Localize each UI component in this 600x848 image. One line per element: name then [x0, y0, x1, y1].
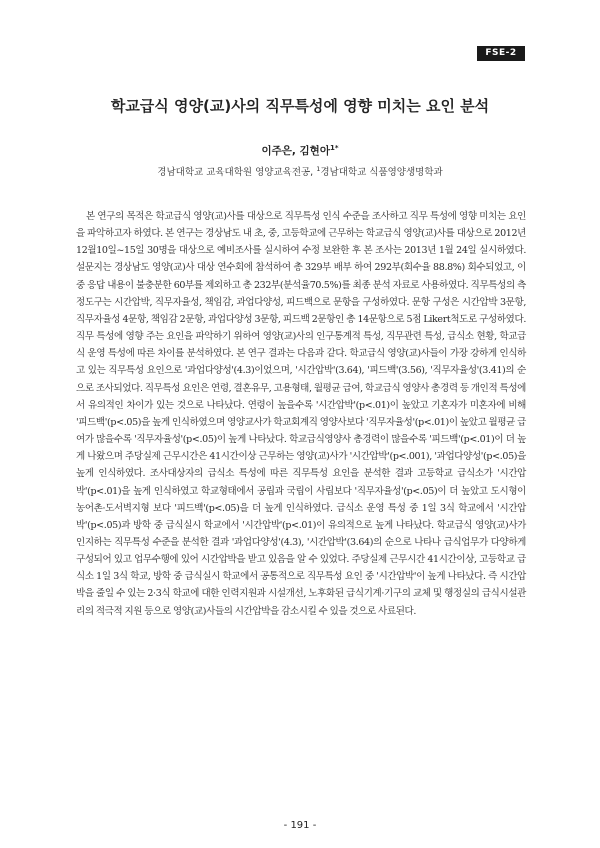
- affiliation-second: 경남대학교 식품영양생명학과: [320, 167, 443, 178]
- affiliation-line: [0, 163, 600, 179]
- session-code-badge: FSE-2: [477, 46, 525, 61]
- paper-title: 학교급식 영양(교)사의 직무특성에 영향 미치는 요인 분석: [110, 97, 490, 115]
- author-line: [0, 141, 600, 158]
- author-names: 이주은, 김현아: [261, 145, 330, 157]
- author-marker: 1*: [329, 144, 339, 152]
- affiliation-marker: 1: [316, 165, 321, 173]
- abstract-body: 본 연구의 목적은 학교급식 영양(교)사를 대상으로 직무특성 인식 수준을 조사하고 직무 특성에 영향 미치는 요인을 파악하고자 하였다. 본 연구는 경상남도 내 초, 중, 고등학교에 근무하는 학교급식 영양(교)사를 대상으로 2012년 12월10일~15일 30명을 대상으로 예비조사를 실시하여 수정 보완한 후 본 조사는 2013년 1월 24일 실시하였다. 설문지는 경상남도 영양(교)사 대상 연수회에 참석하여 총 329부 배부 하여 292부(회수율 88.8%) 회수되었고, 이 중 응답 내용이 불충분한 60부를 제외하고 총 232부(분석율70.5%)를 최종 분석 자료로 사용하였다. 직무특성의 측정도구는 시간압박, 직무자율성, 책임감, 과업다양성, 피드백으로 문항을 구성하였다. 문항 구성은 시간압박 3문항, 직무자율성 4문항, 책임감 2문항, 과업다양성 3문항, 피드백 2문항인 총 14문항으로 5점 Likert척도로 구성하였다. 직무 특성에 영향 주는 요인을 파악하기 위하여 영양(교)사의 인구통계적 특성, 직무관련 특성, 급식소 현황, 학교급식 운영 특성에 따른 차이를 분석하였다. 본 연구 결과는 다음과 같다. 학교급식 영양(교)사들이 가장 강하게 인식하고 있는 직무특성 요인으로 '과업다양성'(4.3)이었으며, '시간압박'(3.64), '피드백'(3.56), '직무자율성'(3.41)의 순으로 조사되었다. 직무특성 요인은 연령, 결혼유무, 고용형태, 월평균 급여, 학교급식 영양사 총경력 등 개인적 특성에서 유의적인 차이가 있는 것으로 나타났다. 연령이 높을수록 '시간압박'(p<.01)이 높았고 기혼자가 미혼자에 비해 '피드백'(p<.05)을 높게 인식하였으며 영양교사가 학교회계직 영양사보다 '직무자율성'(p<.01)이 높았고 월평균 급여가 많을수록 '직무자율성'(p<.05)이 높게 나타났다. 학교급식영양사 총경력이 많을수록 '피드백'(p<.01)이 더 높게 나왔으며 주당실제 근무시간은 41시간이상 근무하는 영양(교)사가 '시간압박'(p<.001), '과업다양성'(p<.05)을 높게 인식하였다. 조사대상자의 급식소 특성에 따른 직무특성 요인을 분석한 결과 고등학교 급식소가 '시간압박'(p<.01)을 높게 인식하였고 학교형태에서 공립과 국립이 사립보다 '직무자율성'(p<.05)이 더 높았고 도시형이 농어촌·도서벽지형 보다 '피드백'(p<.05)을 더 높게 인식하였다. 급식소 운영 특성 중 1일 3식 학교에서 '시간압박'(p<.05)과 방학 중 급식실시 학교에서 '시간압박'(p<.01)이 유의적으로 높게 나타났다. 학교급식 영양(교)사가 인지하는 직무특성 수준을 분석한 결과 '과업다양성'(4.3), '시간압박'(3.64)의 순으로 나타나 급식업무가 다양하게 구성되어 있고 업무수행에 있어 시간압박을 받고 있음을 알 수 있었다. 주당실제 근무시간 41시간이상, 고등학교 급식소 1일 3식 학교, 방학 중 급식실시 학교에서 공통적으로 직무특성 요인 중 '시간압박'이 높게 나타났다. 즉 시간압박을 줄일 수 있는 2·3식 학교에 대한 인력지원과 시설개선, 노후화된 급식기계·기구의 교체 및 행정실의 급식시설관리의 적극적 지원 등으로 영양(교)사들의 시간압박을 감소시킬 수 있을 것으로 사료된다.: [76, 211, 526, 617]
- affiliation-first: 경남대학교 교육대학원 영양교육전공,: [157, 167, 314, 178]
- page-number: - 191 -: [283, 820, 317, 831]
